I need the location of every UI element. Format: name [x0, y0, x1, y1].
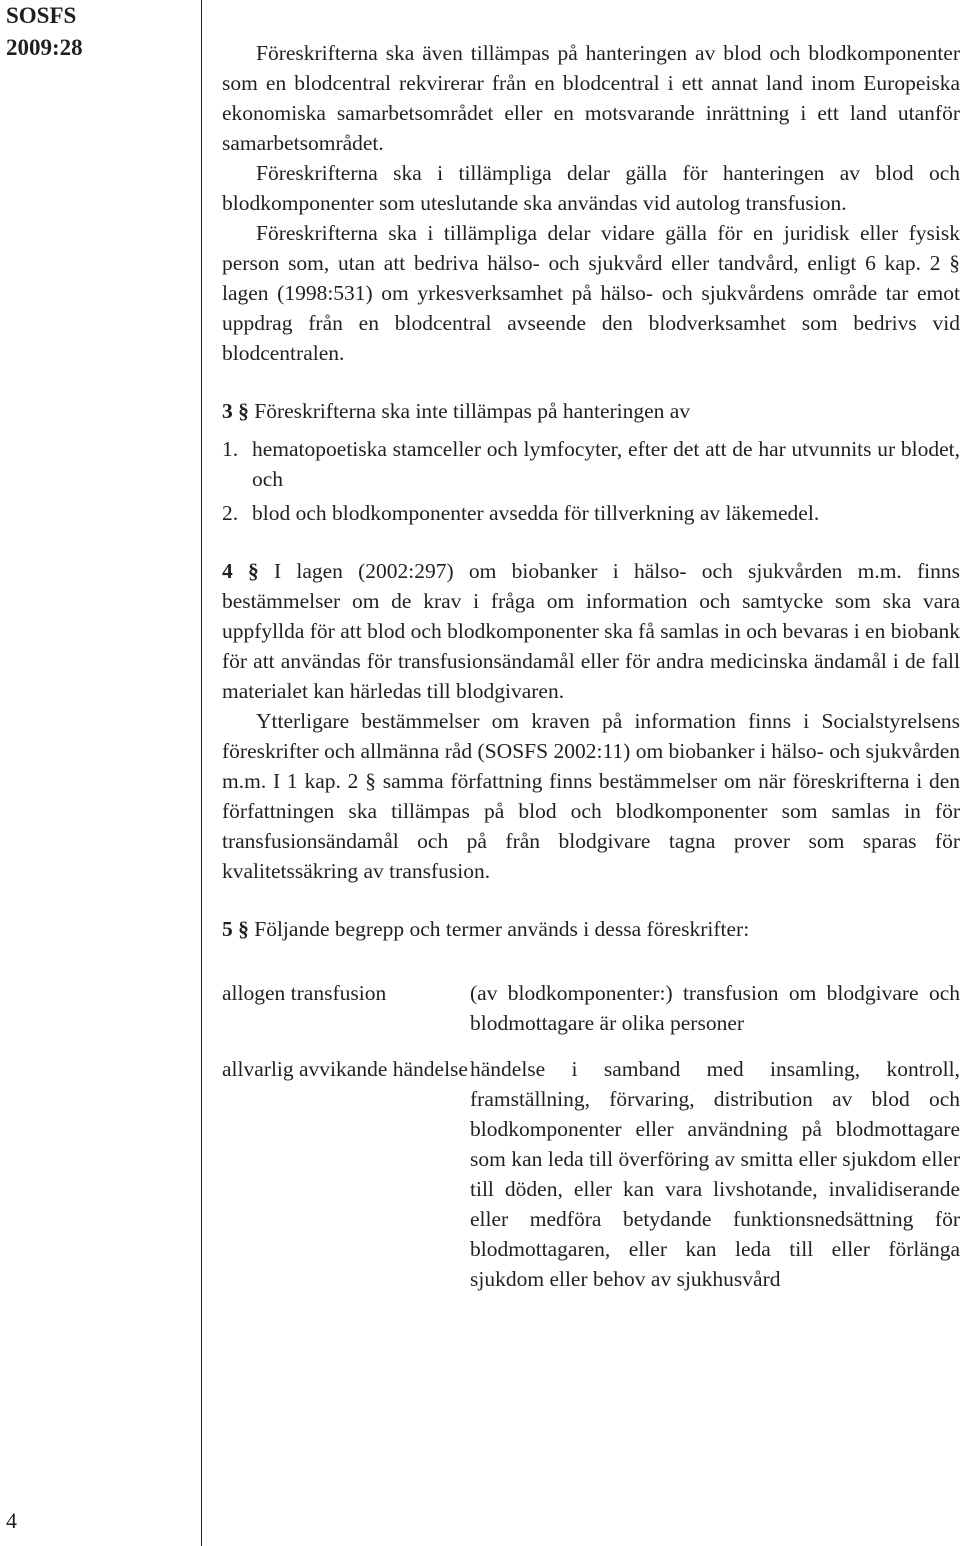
section-3 [222, 396, 960, 528]
section-4-paragraph-1 [222, 556, 960, 706]
list-item [222, 434, 960, 494]
section-3-list [222, 434, 960, 528]
intro-paragraph-1: Föreskrifterna ska även tillämpas på hanteringen av blod och blodkomponenter som en blodcentral rekvirerar från en blodcentral i ett annat land inom Europeiska ekonomiska samarbetsområdet eller en motsvarande inrättning i ett land utanför samarbetsområdet. [222, 41, 960, 155]
section-3-text: Föreskrifterna ska inte tillämpas på hanteringen av [254, 399, 691, 423]
section-3-number: 3 § [222, 399, 249, 423]
definition-list [222, 978, 960, 1294]
definition-term: allvarlig avvikande händelse [222, 1057, 468, 1081]
page-number: 4 [6, 1508, 17, 1533]
section-5-text: Följande begrepp och termer används i dessa föreskrifter: [254, 917, 750, 941]
section-5 [222, 914, 960, 944]
definition-row [222, 978, 960, 1038]
section-4-paragraph-2: Ytterligare bestämmelser om kraven på information finns i Socialstyrelsens föreskrifter och allmänna råd (SOSFS 2002:11) om biobanker i hälso- och sjukvården m.m. I 1 kap. 2 § samma författning finns bestämmelser om när föreskrifterna i den författningen ska tillämpas på blod och blodkomponenter som samlas in för transfusionsändamål och på från blodgivare tagna prover som sparas för kvalitetssäkring av transfusion. [222, 709, 960, 883]
series-number: 2009:28 [6, 35, 83, 60]
list-item-text: blod och blodkomponenter avsedda för tillverkning av läkemedel. [252, 501, 820, 525]
definition-text: händelse i samband med insamling, kontroll, framställning, förvaring, distribution av blod och blodkomponenter eller användning på blodmottagare som kan leda till överföring av smitta eller sjukdom eller till döden, eller kan vara livshotande, invalidiserande eller medföra betydande funktionsnedsättning för blodmottagaren, eller kan leda till eller förlänga sjukdom eller behov av sjukhusvård [470, 1057, 960, 1291]
definition-text: (av blodkomponenter:) transfusion om blodgivare och blodmottagare är olika personer [470, 981, 960, 1035]
list-item-number: 1. [222, 437, 239, 461]
document-series [6, 0, 83, 64]
main-text [222, 38, 960, 1310]
series-name: SOSFS [6, 3, 77, 28]
section-5-lead [222, 914, 960, 944]
definition-row [222, 1054, 960, 1294]
section-3-lead [222, 396, 960, 426]
list-item [222, 498, 960, 528]
section-4-text: I lagen (2002:297) om biobanker i hälso- och sjukvården m.m. finns bestämmelser om de krav i fråga om information och samtycke som ska vara uppfyllda för att blod och blodkomponenter ska få samlas in och bevaras i en biobank för att användas för transfusionsändamål eller för andra medicinska ändamål i de fall materialet kan härledas till blodgivaren. [222, 559, 960, 703]
section-5-number: 5 § [222, 917, 249, 941]
definition-term: allogen transfusion [222, 981, 387, 1005]
intro-paragraph-3: Föreskrifterna ska i tillämpliga delar vidare gälla för en juridisk eller fysisk person som, utan att bedriva hälso- och sjukvård eller tandvård, enligt 6 kap. 2 § lagen (1998:531) om yrkesverksamhet på hälso- och sjukvårdens område tar emot uppdrag från en blodcentral avseende den blodverksamhet som bedrivs vid blodcentralen. [222, 221, 960, 365]
intro-paragraph-2: Föreskrifterna ska i tillämpliga delar gälla för hanteringen av blod och blodkomponenter som uteslutande ska användas vid autolog transfusion. [222, 161, 960, 215]
list-item-number: 2. [222, 501, 239, 525]
margin-sidebar [0, 0, 202, 1546]
section-4-number: 4 § [222, 559, 259, 583]
list-item-text: hematopoetiska stamceller och lymfocyter, efter det att de har utvunnits ur blodet, och [252, 437, 960, 491]
section-4 [222, 556, 960, 886]
